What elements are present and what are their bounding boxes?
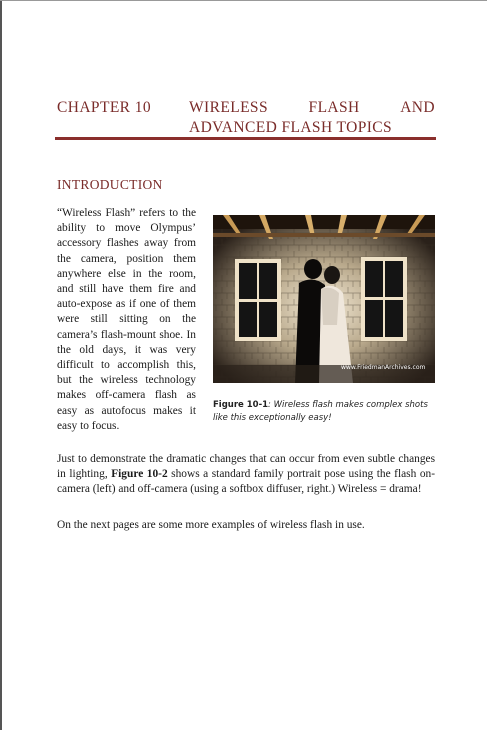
page-left-edge	[0, 0, 2, 730]
intro-paragraph: “Wireless Flash” refers to the ability to move Olympus’ accessory flashes away from the camera, position them anywhere else in the room, and still have them fire and auto-expose as if one of them were still sitting on the camera’s flash-mount shoe. In the old days, it was very difficult to accomplish this, but the wireless technology makes off-camera flash as easy as autofocus makes it easy to focus.	[57, 207, 196, 432]
chapter-number: CHAPTER 10	[57, 99, 151, 116]
figure-caption-label: Figure 10-1	[213, 400, 269, 410]
section-heading: INTRODUCTION	[57, 177, 163, 192]
body-paragraph-1	[57, 452, 435, 498]
page-top-edge	[0, 0, 487, 1]
chapter-title-line-2: ADVANCED FLASH TOPICS	[189, 119, 393, 136]
chapter-rule	[55, 137, 436, 140]
chapter-title-word: AND	[400, 99, 435, 116]
figure-photo	[213, 215, 435, 383]
body-text: shows a standard family portrait pose using the flash on-camera (left) and off-camera (using a softbox diffuser, right.) Wireless = drama!	[57, 468, 436, 496]
body-paragraph-2: On the next pages are some more examples of wireless flash in use.	[57, 519, 365, 531]
figure-caption-text: : Wireless flash makes complex shots like this exceptionally easy!	[213, 400, 428, 423]
photo-watermark: www.FriedmanArchives.com	[341, 364, 426, 371]
chapter-title-word: FLASH	[308, 99, 360, 116]
chapter-title	[189, 98, 435, 138]
chapter-title-line-1	[189, 98, 435, 118]
chapter-title-word: WIRELESS	[189, 99, 268, 116]
wedding-photo-illustration	[213, 215, 435, 383]
body-text: Just to demonstrate the dramatic changes that can occur from even subtle changes in lighting,	[57, 453, 435, 481]
figure-caption	[213, 399, 439, 425]
figure-reference: Figure 10-2	[111, 468, 168, 481]
